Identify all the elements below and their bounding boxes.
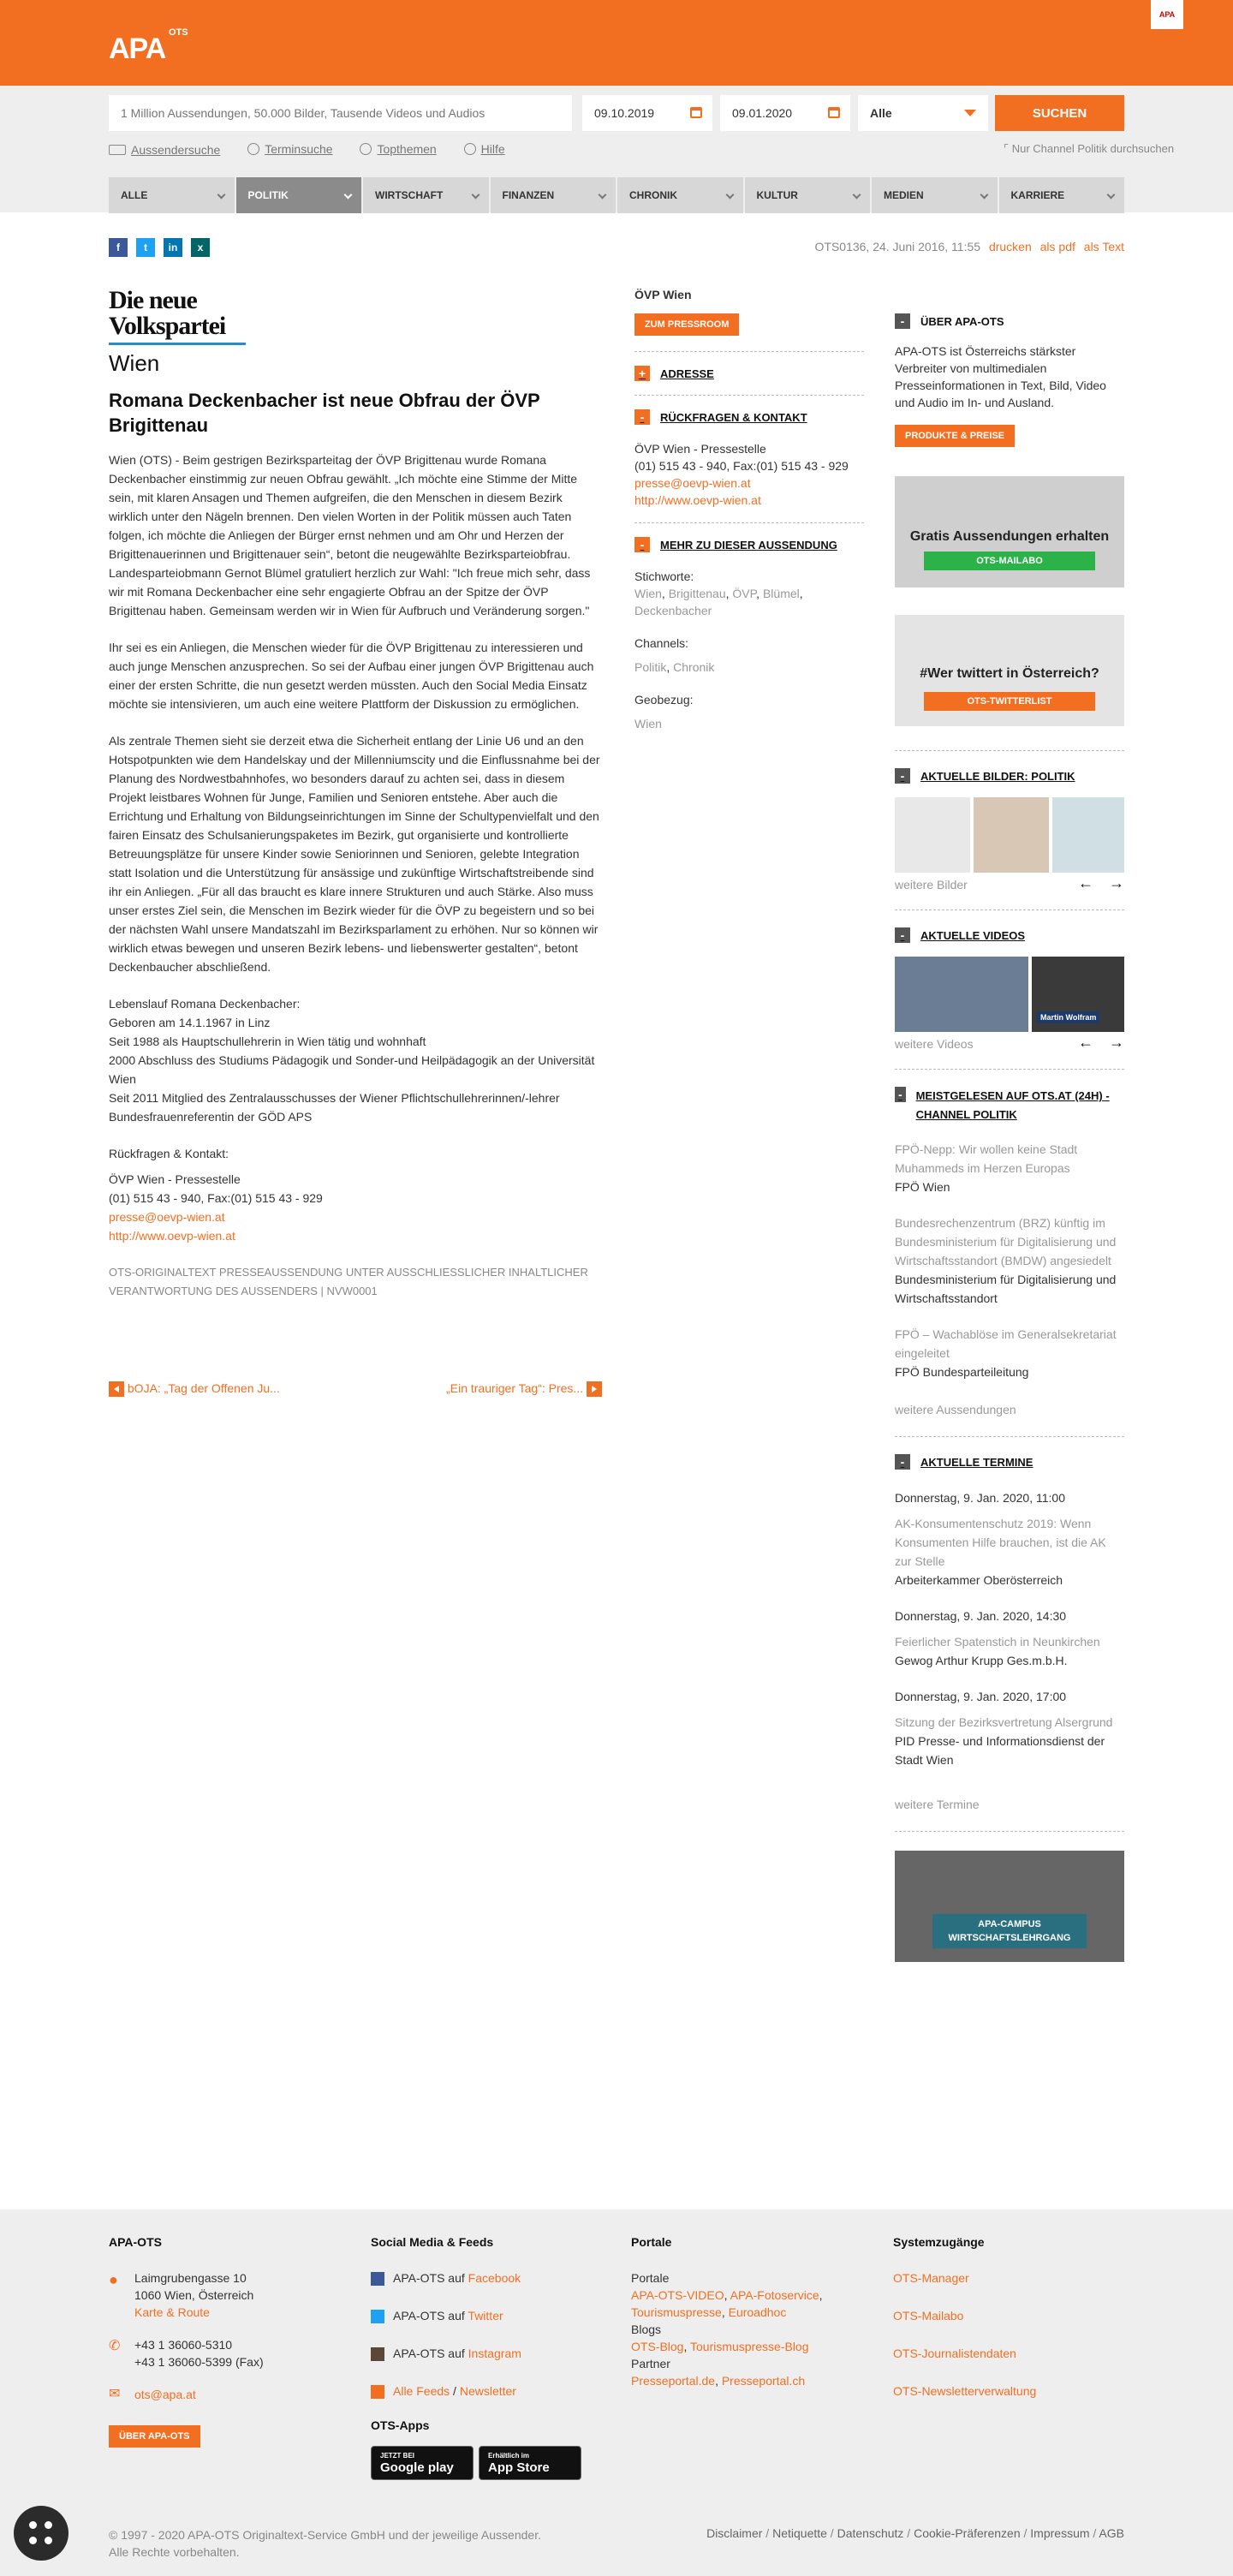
app-store-button[interactable]	[479, 2446, 581, 2480]
divider	[634, 522, 864, 523]
store-small: Erhältlich im	[488, 2452, 530, 2460]
footer-email-link[interactable]: ots@apa.at	[134, 2388, 196, 2401]
dot-icon	[45, 2521, 52, 2529]
channels-list: Politik, Chronik	[634, 660, 715, 674]
instagram-row	[371, 2345, 602, 2362]
divider	[895, 1069, 1124, 1070]
section-label: AKTUELLE VIDEOS	[920, 928, 1026, 942]
more-termine-link[interactable]: weitere Termine	[895, 1798, 980, 1811]
twitter-link[interactable]: Twitter	[468, 2309, 503, 2323]
chevron-down-icon	[964, 110, 976, 116]
link-label: Aussendersuche	[131, 143, 221, 157]
image-thumbs	[895, 797, 1124, 873]
search-row	[109, 95, 1124, 131]
video-thumbs	[895, 957, 1124, 1032]
arrow-left-icon	[109, 1381, 124, 1397]
news-link[interactable]: Bundesrechenzentrum (BRZ) künftig im Bundesministerium für Digitalisierung und Wirtschaftsstandort (BMDW) angesiedelt	[895, 1216, 1117, 1267]
prev-next-nav	[109, 1381, 602, 1398]
contact-phone: (01) 515 43 - 940, Fax:(01) 515 43 - 929	[109, 1191, 323, 1205]
newsletter-link[interactable]: Newsletter	[459, 2384, 516, 2398]
arrow-right-icon[interactable]: →	[1109, 1034, 1124, 1051]
article-title: Romana Deckenbacher ist neue Obfrau der ÖVP Brigittenau	[109, 390, 540, 436]
cv-line: Geboren am 14.1.1967 in Linz	[109, 1016, 271, 1029]
portal-link[interactable]: APA-OTS-VIDEO	[631, 2288, 724, 2302]
sender-column	[634, 288, 864, 732]
party-logo-line3: Wien	[109, 350, 160, 376]
tag-link[interactable]: Deckenbacher	[634, 604, 712, 617]
prev-label: bOJA: „Tag der Offenen Ju...	[127, 1381, 280, 1395]
section-label: AKTUELLE TERMINE	[920, 1455, 1033, 1469]
contact-web-link[interactable]: http://www.oevp-wien.at	[109, 1229, 235, 1243]
date-to-field[interactable]	[720, 95, 850, 131]
facebook-link[interactable]: Facebook	[468, 2271, 521, 2285]
nav-kultur[interactable]	[745, 177, 871, 213]
mailabo-banner[interactable]	[895, 476, 1124, 587]
filter-select[interactable]	[858, 95, 988, 131]
bilder-header[interactable]	[895, 768, 1124, 784]
hilfe-link[interactable]	[464, 142, 505, 156]
twitter-icon[interactable]: t	[136, 238, 155, 257]
cv-line: Seit 1988 als Hauptschullehrerin in Wien tätig und wohnhaft	[109, 1035, 426, 1048]
termin-source: PID Presse- und Informationsdienst der Stadt Wien	[895, 1734, 1105, 1767]
contact-web-link[interactable]: http://www.oevp-wien.at	[634, 493, 761, 507]
geo-link[interactable]: Wien	[634, 717, 662, 730]
video-thumb[interactable]	[1032, 957, 1124, 1032]
minus-icon: -	[895, 927, 910, 943]
address-line: 1060 Wien, Österreich	[134, 2288, 254, 2302]
footer-heading: OTS-Apps	[371, 2418, 430, 2432]
channel-only-checkbox[interactable]	[1004, 142, 1233, 156]
campus-banner[interactable]	[895, 1851, 1124, 1962]
termin-date: Donnerstag, 9. Jan. 2020, 11:00	[895, 1491, 1065, 1505]
paragraph: Wien (OTS) - Beim gestrigen Bezirksparteitag der ÖVP Brigittenau wurde Romana Deckenbacher einstimmig zur neuen Obfrau gewählt. „Ich möchte eine Stimme der Mitte sein, mit klaren Ansagen und Themen aufgreifen, die den Menschen in diesem Bezirk wirklich unter den Nägeln brennen. Den vielen Worten in der Politik müssen auch Taten folgen, ich möchte die Anliegen der Bürger ernst nehmen und am Ohr und Herzen der Brigittenauerinnen und Brigittenauer sein“, betont die neugewählte Bezirksparteiobfrau. Landesparteiobmann Gernot Blümel gratuliert herzlich zur Wahl: "Ich freue mich sehr, dass wir mit Romana Deckenbacher eine sehr engagierte Obfrau an der Spitze der ÖVP Brigittenau haben. Gemeinsam werden wir in Wien für Aufbruch und Veränderung sorgen."	[109, 453, 591, 617]
sender-name: ÖVP Wien	[634, 288, 692, 301]
divider	[895, 1831, 1124, 1832]
sender-contact	[634, 440, 864, 509]
copyright	[109, 2526, 541, 2561]
rss-icon	[371, 2385, 384, 2399]
termin-link[interactable]: AK-Konsumentenschutz 2019: Wenn Konsumenten Hilfe brauchen, ist die AK zur Stelle	[895, 1517, 1106, 1568]
channel-only-label: Nur Channel Politik durchsuchen	[1011, 142, 1175, 155]
twitter-row	[371, 2307, 602, 2324]
party-logo-line2: Volkspartei	[109, 312, 226, 340]
address-line: Laimgrubengasse 10	[134, 2271, 247, 2285]
channel-link[interactable]: Chronik	[673, 660, 715, 674]
feeds-row: Alle Feeds / Newsletter	[371, 2382, 602, 2400]
termin-date: Donnerstag, 9. Jan. 2020, 14:30	[895, 1609, 1067, 1623]
logo-text: APA	[109, 33, 166, 65]
ots-newsletter-link[interactable]: OTS-Newsletterverwaltung	[893, 2384, 1037, 2398]
nav-karriere[interactable]	[999, 177, 1125, 213]
apa-corner-badge[interactable]: APA	[1151, 0, 1183, 29]
facebook-row	[371, 2269, 602, 2287]
facebook-icon[interactable]: f	[109, 238, 128, 257]
phone-line: +43 1 36060-5310	[134, 2338, 233, 2352]
footer-col-contact	[109, 2235, 340, 2448]
more-news-link[interactable]: weitere Aussendungen	[895, 1403, 1016, 1416]
arrow-left-icon[interactable]: ←	[1078, 874, 1093, 891]
termin-date: Donnerstag, 9. Jan. 2020, 17:00	[895, 1690, 1067, 1703]
ots-disclaimer: OTS-ORIGINALTEXT PRESSEAUSSENDUNG UNTER AUSSCHLIESSLICHER INHALTLICHER VERANTWORTUNG DES AUSSENDERS | NVW0001	[109, 1266, 588, 1297]
geo-label: Geobezug:	[634, 693, 694, 707]
link-label: Terminsuche	[265, 142, 333, 156]
arrow-right-icon	[587, 1381, 602, 1397]
portale-label: Portale	[631, 2271, 670, 2285]
paragraph: Ihr sei es ein Anliegen, die Menschen wieder für die ÖVP Brigittenau zu interessieren und auch junge Menschen anzusprechen. So sei der Aufbau einer jungen ÖVP Brigittenau auch einer der ersten Schritte, die nun gesetzt werden müssten. Auch den Social Media Einsatz möchte sie intensivieren, um auch eine weitere Plattform der Diskussion zu ermöglichen.	[109, 641, 594, 711]
lightbulb-icon	[360, 143, 372, 155]
image-thumb[interactable]	[974, 797, 1049, 873]
prev-article-link[interactable]	[109, 1381, 280, 1397]
dot-icon	[45, 2537, 52, 2544]
date-from-field[interactable]	[582, 95, 712, 131]
partner-link[interactable]: Presseportal.de	[631, 2374, 716, 2388]
banner-text: Gratis Aussendungen erhalten	[909, 529, 1110, 544]
next-article-link[interactable]	[446, 1381, 602, 1397]
floating-menu-button[interactable]	[14, 2506, 68, 2561]
ots-journalistendaten-link[interactable]: OTS-Journalistendaten	[893, 2346, 1016, 2360]
about-header	[895, 313, 1124, 329]
stichworte-label: Stichworte:	[634, 569, 694, 583]
nav-label: WIRTSCHAFT	[375, 189, 444, 201]
portal-link[interactable]: APA-Fotoservice	[730, 2288, 819, 2302]
contact-org: ÖVP Wien - Pressestelle	[109, 1172, 241, 1186]
plus-icon: +	[634, 366, 650, 381]
social-prefix: APA-OTS auf	[393, 2309, 465, 2323]
cookie-link[interactable]: Cookie-Präferenzen	[914, 2526, 1021, 2540]
category-nav	[109, 177, 1124, 213]
pressroom-button[interactable]: ZUM PRESSROOM	[634, 313, 739, 336]
mehr-toggle[interactable]	[634, 537, 864, 552]
more-videos-link[interactable]: weitere Videos	[895, 1037, 974, 1051]
channel-link[interactable]: Politik	[634, 660, 667, 674]
print-link[interactable]: drucken	[988, 240, 1032, 253]
social-prefix: APA-OTS auf	[393, 2346, 465, 2360]
agb-link[interactable]: AGB	[1099, 2526, 1124, 2540]
nav-chronik[interactable]	[617, 177, 743, 213]
portale-list: Portale APA-OTS-VIDEO, APA-Fotoservice, Tourismuspresse, Euroadhoc Blogs OTS-Blog, Tourismuspresse-Blog Partner Presseportal.de, Presseportal.ch	[631, 2271, 823, 2388]
social-prefix: APA-OTS auf	[393, 2271, 465, 2285]
termin-source: Gewog Arthur Krupp Ges.m.b.H.	[895, 1654, 1068, 1667]
article-meta	[815, 240, 1125, 253]
tag-link[interactable]: Brigittenau	[668, 587, 726, 600]
meistgelesen-header[interactable]	[895, 1087, 1124, 1124]
chevron-down-icon	[725, 191, 734, 200]
minus-icon: -	[895, 768, 910, 784]
facebook-icon	[371, 2272, 384, 2286]
contact-email-link[interactable]: presse@oevp-wien.at	[109, 1210, 225, 1224]
instagram-icon	[371, 2347, 384, 2361]
section-label: RÜCKFRAGEN & KONTAKT	[660, 410, 807, 424]
article-id-date: OTS0136, 24. Juni 2016, 11:55	[814, 240, 981, 253]
contact-email-link[interactable]: presse@oevp-wien.at	[634, 476, 751, 490]
nav-alle[interactable]	[109, 177, 235, 213]
divider	[634, 351, 864, 352]
footer-heading: Portale	[631, 2235, 672, 2249]
tag-link[interactable]: ÖVP	[732, 587, 757, 600]
section-label: ÜBER APA-OTS	[920, 314, 1004, 328]
article-body	[109, 450, 604, 1319]
news-link[interactable]: FPÖ – Wachablöse im Generalsekretariat eingeleitet	[895, 1327, 1117, 1360]
mail-icon: ✉	[109, 2387, 121, 2401]
linkedin-icon[interactable]: in	[164, 238, 182, 257]
termin-link[interactable]: Feierlicher Spatenstich in Neunkirchen	[895, 1635, 1100, 1649]
clock-icon	[247, 143, 259, 155]
date-to-value: 09.01.2020	[732, 106, 793, 120]
nav-label: POLITIK	[247, 189, 289, 201]
partner-link[interactable]: Presseportal.ch	[721, 2374, 806, 2388]
video-caption: Martin Wolfram	[1037, 1011, 1099, 1023]
phone-line: +43 1 36060-5399 (Fax)	[134, 2355, 264, 2369]
chevron-down-icon	[980, 191, 988, 200]
termin-source: Arbeiterkammer Oberösterreich	[895, 1573, 1063, 1587]
tag-link[interactable]: Blümel	[762, 587, 800, 600]
checkbox-icon: ⌜	[1004, 142, 1012, 155]
news-link[interactable]: FPÖ-Nepp: Wir wollen keine Stadt Muhammeds im Herzen Europas	[895, 1142, 1078, 1175]
nav-label: KULTUR	[756, 189, 798, 201]
termine-header[interactable]	[895, 1454, 1124, 1470]
netiquette-link[interactable]: Netiquette	[772, 2526, 827, 2540]
produkte-preise-button[interactable]: PRODUKTE & PREISE	[895, 425, 1015, 447]
footer-phone	[109, 2336, 340, 2370]
footer-mail	[109, 2386, 340, 2403]
cv-line: 2000 Abschluss des Studiums Pädagogik und Sonder-und Heilpädagogik an der Universität Wien	[109, 1053, 595, 1086]
arrow-left-icon[interactable]: ←	[1078, 1034, 1093, 1051]
about-apa-ots-button[interactable]: ÜBER APA-OTS	[109, 2425, 200, 2448]
twitter-icon	[371, 2310, 384, 2323]
dot-icon	[29, 2537, 37, 2544]
videos-header[interactable]	[895, 927, 1124, 943]
divider	[895, 909, 1124, 910]
xing-icon[interactable]: x	[191, 238, 210, 257]
disclaimer-link[interactable]: Disclaimer	[706, 2526, 763, 2540]
chevron-down-icon	[599, 191, 607, 200]
divider	[895, 1436, 1124, 1437]
footer-heading: APA-OTS	[109, 2235, 162, 2249]
sidebar	[895, 313, 1124, 1962]
phone-icon: ✆	[109, 2339, 121, 2353]
text-link[interactable]: als Text	[1083, 240, 1124, 253]
section-label: ADRESSE	[660, 367, 714, 380]
contact-title: Rückfragen & Kontakt:	[109, 1147, 229, 1160]
party-logo-line1: Die neue	[109, 286, 197, 314]
minus-icon: -	[895, 1454, 910, 1470]
meistgelesen-list	[895, 1140, 1124, 1419]
cv-block	[109, 994, 604, 1126]
chevron-down-icon	[853, 191, 861, 200]
minus-icon: -	[634, 537, 650, 552]
portal-link[interactable]: Tourismuspresse	[631, 2305, 722, 2319]
info-icon	[464, 143, 476, 155]
contact-block	[109, 1144, 604, 1245]
store-small: JETZT BEI	[380, 2452, 415, 2460]
about-text: APA-OTS ist Österreichs stärkster Verbreiter von multimedialen Presseinformationen in Text, Bild, Video und Audio im In- und Ausland.	[895, 344, 1106, 409]
tag-link[interactable]: Wien	[634, 587, 662, 600]
filter-value: Alle	[870, 106, 892, 120]
google-play-button[interactable]	[371, 2446, 474, 2480]
sender-tags	[634, 568, 864, 732]
image-thumb[interactable]	[1052, 797, 1124, 873]
contact-org: ÖVP Wien - Pressestelle	[634, 442, 766, 456]
news-source: Bundesministerium für Digitalisierung und Wirtschaftsstandort	[895, 1273, 1117, 1305]
footer-address	[109, 2269, 340, 2321]
nav-label: FINANZEN	[502, 189, 555, 201]
rueckfragen-toggle[interactable]	[634, 409, 864, 425]
more-images-link[interactable]: weitere Bilder	[895, 878, 968, 891]
minus-icon: -	[895, 313, 910, 329]
contact-phone: (01) 515 43 - 940, Fax:(01) 515 43 - 929	[634, 459, 849, 473]
footer-heading: Social Media & Feeds	[371, 2235, 494, 2249]
adresse-toggle[interactable]	[634, 366, 864, 381]
partner-label: Partner	[631, 2357, 670, 2370]
legal-links: Disclaimer / Netiquette / Datenschutz / Cookie-Präferenzen / Impressum / AGB	[706, 2526, 1124, 2540]
location-pin-icon: ●	[109, 2271, 118, 2288]
news-source: FPÖ Wien	[895, 1180, 950, 1194]
party-logo-bar	[109, 343, 246, 345]
minus-icon: -	[634, 409, 650, 425]
campus-button[interactable]: APA-CAMPUS WIRTSCHAFTSLEHRGANG	[932, 1914, 1087, 1948]
chevron-down-icon	[1107, 191, 1116, 200]
tags-list: Wien, Brigittenau, ÖVP, Blümel, Deckenbacher	[634, 587, 803, 617]
nav-medien[interactable]	[872, 177, 998, 213]
footer-col-social	[371, 2235, 602, 2480]
top-bar	[0, 0, 1233, 86]
nav-wirtschaft[interactable]	[363, 177, 489, 213]
store-label: Google play	[380, 2460, 454, 2475]
nav-label: CHRONIK	[629, 189, 677, 201]
sender-icon	[109, 145, 126, 155]
nav-politik[interactable]	[236, 177, 362, 213]
search-input[interactable]	[109, 95, 572, 131]
nav-label: KARRIERE	[1010, 189, 1065, 201]
pdf-link[interactable]: als pdf	[1039, 240, 1075, 253]
cv-line: Seit 2011 Mitglied des Zentralausschusses der Wiener Pflichtschullehrerinnen/-lehrer Bundesfrauenreferentin der GÖD APS	[109, 1091, 560, 1124]
search-button[interactable]: SUCHEN	[995, 95, 1124, 131]
ots-manager-link[interactable]: OTS-Manager	[893, 2271, 969, 2285]
twitterlist-button[interactable]: OTS-TWITTERLIST	[924, 692, 1095, 711]
banner-text: #Wer twittert in Österreich?	[920, 666, 1099, 681]
mailabo-button[interactable]: OTS-MAILABO	[924, 552, 1095, 570]
party-logo[interactable]	[109, 286, 263, 376]
terminsuche-link[interactable]	[247, 142, 332, 156]
copyright-line: © 1997 - 2020 APA-OTS Originaltext-Service GmbH und der jeweilige Aussender.	[109, 2528, 541, 2542]
impressum-link[interactable]: Impressum	[1030, 2526, 1090, 2540]
blog-link[interactable]: Tourismuspresse-Blog	[690, 2340, 809, 2353]
chevron-down-icon	[217, 191, 225, 200]
next-label: „Ein trauriger Tag“: Pres...	[446, 1381, 584, 1395]
datenschutz-link[interactable]: Datenschutz	[837, 2526, 904, 2540]
store-label: App Store	[488, 2460, 550, 2475]
portal-link[interactable]: Euroadhoc	[728, 2305, 787, 2319]
twitter-banner[interactable]	[895, 615, 1124, 726]
nav-finanzen[interactable]	[491, 177, 616, 213]
date-from-value: 09.10.2019	[594, 106, 655, 120]
nav-label: MEDIEN	[884, 189, 924, 201]
news-source: FPÖ Bundesparteileitung	[895, 1365, 1029, 1379]
dot-icon	[29, 2521, 37, 2529]
nav-label: ALLE	[121, 189, 148, 201]
topthemen-link[interactable]	[360, 142, 436, 156]
section-label: MEHR ZU DIESER AUSSENDUNG	[660, 538, 837, 552]
copyright-line: Alle Rechte vorbehalten.	[109, 2545, 240, 2559]
instagram-link[interactable]: Instagram	[468, 2346, 521, 2360]
route-link[interactable]: Karte & Route	[134, 2305, 210, 2319]
calendar-icon[interactable]	[828, 107, 840, 118]
ots-mailabo-link[interactable]: OTS-Mailabo	[893, 2309, 964, 2323]
search-links	[109, 142, 1175, 159]
cv-title: Lebenslauf Romana Deckenbacher:	[109, 997, 301, 1011]
blog-link[interactable]: OTS-Blog	[631, 2340, 684, 2353]
blogs-label: Blogs	[631, 2323, 662, 2336]
footer	[0, 2209, 1233, 2576]
footer-col-system	[893, 2235, 1124, 2400]
section-label: MEISTGELESEN AUF OTS.AT (24H) - CHANNEL POLITIK	[915, 1089, 1110, 1121]
paragraph: Als zentrale Themen sieht sie derzeit etwa die Sicherheit entlang der Linie U6 und an den Hotspotpunkten wie dem Handelskay und der Millenniumscity und die Einflussnahme bei der Planung des Nordwestbahnhofes, wo besonders darauf zu achten sei, dass in diesem Projekt leistbares Wohnen für Junge, Familien und Senioren entstehe. Aber auch die Errichtung und Erhaltung von Bildungseinrichtungen im Sinne der Schultypenvielfalt und den fairen Einsatz des Schulsanierungspaketes im Bezirk, gut organisierte und kontrollierte Betreuungsplätze für unsere Kinder sowie Seniorinnen und Senioren, gelebte Integration statt Isolation und die Unterstützung für ansässige und zukünftige Wirtschaftstreibende sind ihr ein Anliegen. „Für all das braucht es klare innere Strukturen und auch Stärke. Also muss unser erstes Ziel sein, die Menschen im Bezirk wieder für die ÖVP zu begeistern und so bei der nächsten Wahl unsere Mandatszahl im Bezirksparlament zu erhöhen. Nur so können wir wirklich etwas bewegen und unseren Bezirk lebens- und liebenswerter gestalten“, betont Deckenbaucher abschließend.	[109, 734, 600, 974]
link-label: Hilfe	[480, 142, 505, 156]
footer-heading: Systemzugänge	[893, 2235, 985, 2249]
aussendersuche-link[interactable]	[109, 143, 220, 157]
apa-ots-logo[interactable]	[109, 24, 186, 65]
termine-list	[895, 1488, 1124, 1814]
channels-label: Channels:	[634, 636, 689, 650]
minus-icon: -	[895, 1087, 906, 1102]
arrow-right-icon[interactable]: →	[1109, 874, 1124, 891]
share-bar	[109, 238, 210, 257]
feeds-link[interactable]: Alle Feeds	[393, 2384, 450, 2398]
link-label: Topthemen	[377, 142, 437, 156]
divider	[895, 750, 1124, 751]
video-thumb[interactable]	[895, 957, 1028, 1032]
image-thumb[interactable]	[895, 797, 970, 873]
calendar-icon[interactable]	[690, 107, 702, 118]
chevron-down-icon	[471, 191, 480, 200]
chevron-down-icon	[344, 191, 353, 200]
divider	[634, 395, 864, 396]
logo-sub: OTS	[169, 27, 188, 38]
footer-col-portale	[631, 2235, 862, 2389]
section-label: AKTUELLE BILDER: POLITIK	[920, 769, 1075, 783]
termin-link[interactable]: Sitzung der Bezirksvertretung Alsergrund	[895, 1715, 1113, 1729]
